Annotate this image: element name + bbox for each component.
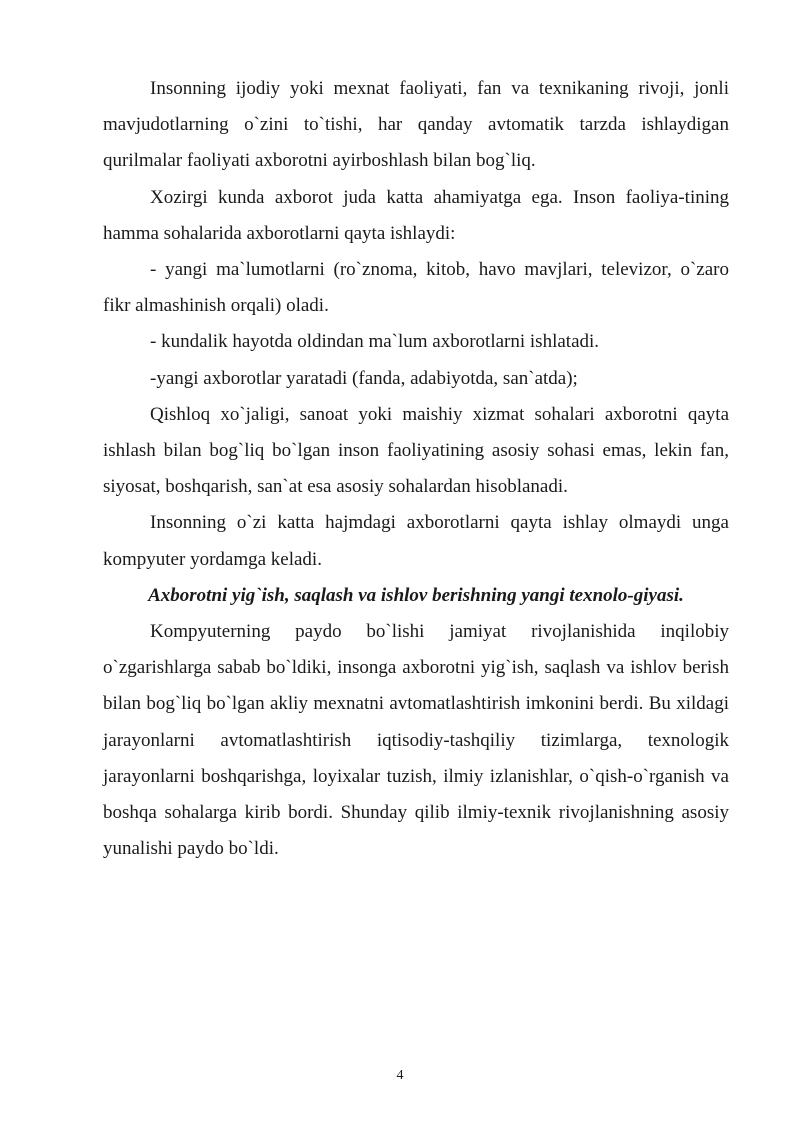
paragraph-1: Insonning ijodiy yoki mexnat faoliyati, fan va texnikaning rivoji, jonli mavjudotlarning o`zini to`tishi, har qanday avtomatik tarzda ishlaydigan qurilmalar faoliyati axborotni ayirboshlash bilan bog`liq.: [103, 78, 729, 172]
paragraph-6: Qishloq xo`jaligi, sanoat yoki maishiy xizmat sohalari axborotni qayta ishlash bilan bog`liq bo`lgan inson faoliyatining asosiy sohasi emas, lekin fan, siyosat, boshqarish, san`at esa asosiy sohalardan hisoblanadi.: [103, 403, 729, 498]
paragraph-8: Kompyuterning paydo bo`lishi jamiyat rivojlanishida inqilobiy o`zgarishlarga sabab bo`ldiki, insonga axborotni yig`ish, saqlash va ishlov berish bilan bog`liq bo`lgan akliy mexnatni avtomatlashtirish imkonini berdi. Bu xildagi jarayonlarni avtomatlashtirish iqtisodiy-tashqiliy tizimlarga, texnologik jarayonlarni boshqarishga, loyixalar tuzish, ilmiy izlanishlar, o`qish-o`rganish va boshqa sohalarga kirib bordi. Shunday qilib ilmiy-texnik rivojlanishning asosiy yunalishi paydo bo`ldi.: [103, 621, 729, 860]
page-number: 4: [396, 1068, 404, 1083]
paragraph-4-list-item: - kundalik hayotda oldindan ma`lum axborotlarni ishlatadi.: [150, 331, 600, 353]
section-heading: Axborotni yig`ish, saqlash va ishlov berishning yangi texnolo-giyasi.: [148, 584, 684, 606]
paragraph-5-list-item: -yangi axborotlar yaratadi (fanda, adabiyotda, san`atda);: [150, 367, 578, 389]
paragraph-7: Insonning o`zi katta hajmdagi axborotlarni qayta ishlay olmaydi unga kompyuter yordamga keladi.: [103, 512, 729, 570]
page-body: [103, 71, 729, 867]
paragraph-2: Xozirgi kunda axborot juda katta ahamiyatga ega. Inson faoliya-tining hamma sohalarida axborotlarni qayta ishlaydi:: [103, 186, 729, 244]
paragraph-3-list-item: - yangi ma`lumotlarni (ro`znoma, kitob, havo mavjlari, televizor, o`zaro fikr almashinish orqali) oladi.: [103, 259, 729, 317]
